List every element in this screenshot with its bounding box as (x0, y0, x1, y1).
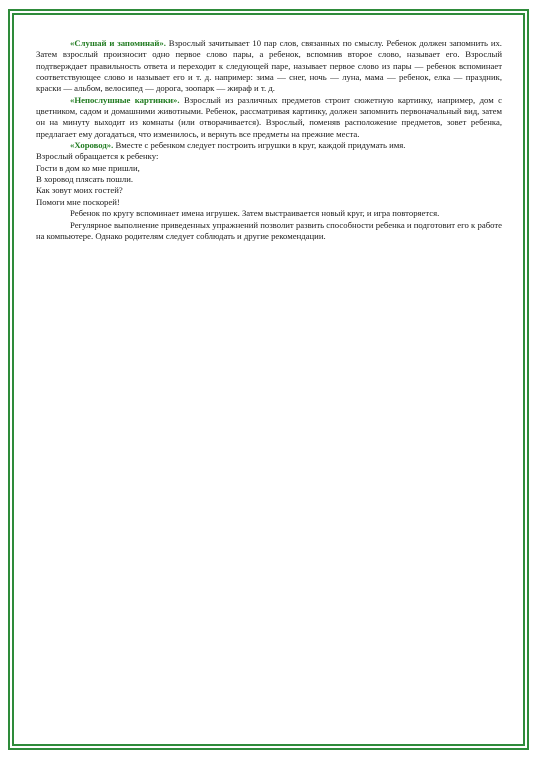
paragraph-text: Взрослый из различных предметов строит сюжетную картинку, например, дом с цветником, садом и домашними животными. Ребенок, рассматривая картинку, должен запомнить первоначальный вид, затем он на минуту выходит из комнаты (или отворачивается). Взрослый, поменяв расположение предметов, зовет ребенка, предлагает ему догадаться, что изменилось, и вернуть все предметы на прежние места. (36, 94, 502, 139)
paragraph-closing-1: Ребенок по кругу вспоминает имена игрушек. Затем выстраивается новый круг, и игра повторяется. (70, 208, 440, 219)
poem-line: В хоровод плясать пошли. (36, 174, 134, 185)
paragraph-listen-and-remember (36, 38, 502, 95)
paragraph-closing-2: Регулярное выполнение приведенных упражнений позволит развить способности ребенка и подготовит его к работе на компьютере. Однако родителям следует соблюдать и другие рекомендации. (36, 219, 502, 241)
poem-line: Гости в дом ко мне пришли, (36, 162, 140, 173)
paragraph-text: Взрослый зачитывает 10 пар слов, связанных по смыслу. Ребенок должен запомнить их. Затем взрослый произносит одно первое слово пары, а ребенок, вспомнив второе слово, называет его. Взрослый подтверждает правильность ответа и переходит к следующей паре, называет первое слово из пары — ребенок вспоминает соответствующее слово и называет его и т. д. например: зима — снег, ночь — луна, мама — ребенок, елка — праздник, краски — альбом, велосипед — дорога, зоопарк — жираф и т. д. (36, 38, 502, 94)
poem-intro-line: Взрослый обращается к ребенку: (36, 151, 159, 162)
document-body (36, 38, 502, 242)
game-title-pictures: «Непослушные картинки». (70, 94, 180, 105)
paragraph-round-dance (36, 140, 502, 151)
poem-line: Как зовут моих гостей? (36, 185, 123, 196)
poem-line: Помоги мне поскорей! (36, 196, 120, 207)
paragraph-text: Вместе с ребенком следует построить игрушки в круг, каждой придумать имя. (113, 140, 406, 151)
paragraph-naughty-pictures (36, 95, 502, 140)
game-title-round-dance: «Хоровод». (70, 140, 114, 151)
game-title-listen: «Слушай и запоминай». (70, 38, 166, 48)
